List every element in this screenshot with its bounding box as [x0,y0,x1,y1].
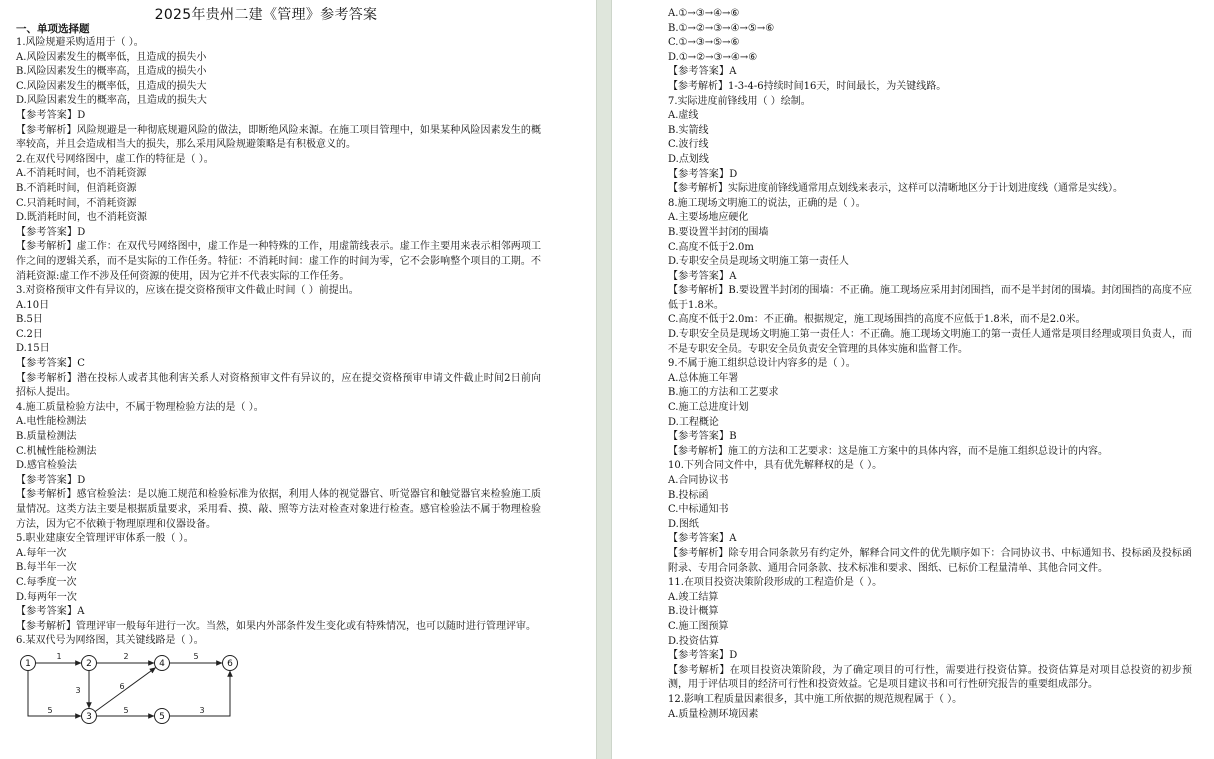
explanation-line: C.高度不低于2.0m：不正确。根据规定，施工现场围挡的高度不应低于1.8米，而不是2.0米。 [668,314,1086,326]
option: D.既消耗时间，也不消耗资源 [16,212,147,224]
option: A.竣工结算 [668,591,719,603]
answer-line: 【参考答案】C [16,358,86,370]
network-edge-duration: 6 [119,681,125,691]
network-node-label: 1 [25,658,31,669]
option: D.专职安全员是现场文明施工第一责任人 [668,256,849,268]
answer-line: 【参考答案】A [668,533,737,545]
option: C.每季度一次 [16,576,77,588]
question-stem: 3.对资格预审文件有异议的，应该在提交资格预审文件截止时间（ ）前提出。 [16,285,359,297]
explanation: 【参考解析】1-3-4-6持续时间16天，时间最长，为关键线路。 [668,80,947,92]
option: B.不消耗时间，但消耗资源 [16,182,137,194]
explanation: 【参考解析】感官检验法：是以施工规范和检验标准为依据，利用人体的视觉器官、听觉器官和触觉器官来检验施工质量情况。这类方法主要是根据质量要求，采用看、摸、敲、照等方法对检查对象进行检查。感官检验法不属于物理检验方法，因为它不依赖于物理原理和仪器设备。 [16,489,542,530]
option: A.总体施工年署 [668,372,739,384]
question-stem: 9.不属于施工组织总设计内容多的是（ ）。 [668,358,856,370]
answer-line: 【参考答案】D [668,168,738,180]
option: B.设计概算 [668,606,719,618]
question-stem: 7.实际进度前锋线用（ ）绘制。 [668,95,811,107]
question-stem: 2.在双代号网络图中，虚工作的特征是（ ）。 [16,153,214,165]
option: A.不消耗时间，也不消耗资源 [16,168,147,180]
question-stem: 12.影响工程质量因素很多，其中施工所依据的规范规程属于（ ）。 [668,693,963,705]
network-node-label: 5 [159,711,165,722]
option: C.中标通知书 [668,504,729,516]
answer-line: 【参考答案】D [16,109,86,121]
explanation: 【参考解析】管理评审一般每年进行一次。当然，如果内外部条件发生变化或有特殊情况，也可以随时进行管理评审。 [16,620,536,632]
option: A.主要场地应硬化 [668,212,749,224]
network-edge-1-3 [28,670,82,716]
explanation: 【参考解析】实际进度前锋线通常用点划线来表示，这样可以清晰地区分于计划进度线（通常是实线）。 [668,183,1123,195]
network-edge-duration: 3 [199,705,205,715]
question-stem: 8.施工现场文明施工的说法，正确的是（ ）。 [668,197,866,209]
page-gutter [596,0,612,759]
option: B.质量检测法 [16,431,77,443]
answer-line: 【参考答案】D [16,474,86,486]
option: A.每年一次 [16,547,67,559]
network-edge-duration: 5 [123,705,129,715]
option: C.机械性能检测法 [16,445,97,457]
option: D.点划线 [668,153,709,165]
option: B.投标函 [668,489,709,501]
option: D.每两年一次 [16,591,77,603]
option: B.①→②→③→④→⑤→⑥ [668,22,775,34]
option: B.实箭线 [668,124,709,136]
explanation: 【参考解析】在项目投资决策阶段，为了确定项目的可行性，需要进行投资估算。投资估算是对项目总投资的初步预测，用于评估项目的经济可行性和投资效益。它是项目建议书和可行性研究报告的重要组成部分。 [668,664,1193,691]
option: D.感官检验法 [16,460,77,472]
question-stem: 1.风险规避采购适用于（ ）。 [16,37,144,48]
option: A.①→③→④→⑥ [668,8,740,19]
answer-line: 【参考答案】A [16,606,85,618]
question-stem: 4.施工质量检验方法中，不属于物理检验方法的是（ ）。 [16,401,264,413]
explanation: 【参考解析】B.要设置半封闭的围墙：不正确。施工现场应采用封闭围挡，而不是半封闭的围墙。封闭围挡的高度不应低于1.8米。 [668,285,1193,311]
document-page-left [0,0,596,759]
explanation: 【参考解析】风险规避是一种彻底规避风险的做法，即断绝风险来源。在施工项目管理中，如果某种风险因素发生的概率较高，并且会造成相当大的损失，那么采用风险规避策略是有积极意义的。 [16,124,542,151]
document-page-right [612,0,1214,759]
option: B.施工的方法和工艺要求 [668,387,779,399]
network-edge-duration: 5 [193,652,199,661]
option: B.风险因素发生的概率高，且造成的损失小 [16,66,207,78]
network-edge-duration: 2 [123,652,129,661]
answer-line: 【参考答案】A [668,270,737,282]
answer-line: 【参考答案】B [668,431,737,443]
network-node-label: 2 [86,658,92,669]
option: B.5日 [16,314,43,326]
option: D.风险因素发生的概率高，且造成的损失大 [16,95,207,107]
option: C.2日 [16,328,43,340]
option: A.风险因素发生的概率低，且造成的损失小 [16,51,207,63]
option: A.电性能检测法 [16,416,87,428]
option: D.工程概论 [668,416,719,428]
option: A.10日 [16,299,50,311]
network-edge-duration: 1 [56,652,62,661]
network-node-label: 4 [159,658,165,669]
option: D.①→②→③→④→⑥ [668,51,758,63]
option: A.虚线 [668,110,699,122]
answer-line: 【参考答案】D [16,226,86,238]
network-edge-duration: 5 [47,705,53,715]
option: B.要设置半封闭的围墙 [668,226,769,238]
explanation: 【参考解析】虚工作：在双代号网络图中，虚工作是一种特殊的工作，用虚箭线表示。虚工作主要用来表示相邻两项工作之间的逻辑关系，而不是实际的工作任务。特征：不消耗时间：虚工作的时间为零，它不会影响整个项目的工期。不消耗资源:虚工作不涉及任何资源的使用，因为它并不代表实际的工作任务。 [16,241,542,282]
option: C.波行线 [668,139,709,151]
explanation: 【参考解析】施工的方法和工艺要求：这是施工方案中的具体内容，而不是施工组织总设计的内容。 [668,445,1108,457]
option: C.只消耗时间，不消耗资源 [16,197,137,209]
network-diagram [16,653,256,729]
network-edge-duration: 3 [75,685,81,695]
document-title: 2025年贵州二建《管理》参考答案 [154,7,378,23]
option: D.15日 [16,343,50,355]
question-stem: 6.某双代号为网络图，其关键线路是（ ）。 [16,635,204,647]
network-node-label: 3 [86,711,92,722]
explanation-line: D.专职安全员是现场文明施工第一责任人：不正确。施工现场文明施工的第一责任人通常是项目经理或项目负责人，而不是专职安全员。专职安全员负责安全管理的具体实施和监督工作。 [668,329,1192,355]
option: C.施工图预算 [668,620,729,632]
option: D.投资估算 [668,635,719,647]
section-heading: 一、单项选择题 [16,23,90,35]
option: C.风险因素发生的概率低，且造成的损失大 [16,80,207,92]
question-stem: 10.下列合同文件中，具有优先解释权的是（ ）。 [668,460,883,472]
option: C.施工总进度计划 [668,402,749,414]
question-stem: 11.在项目投资决策阶段形成的工程造价是（ ）。 [668,577,883,589]
explanation: 【参考解析】除专用合同条款另有约定外，解释合同文件的优先顺序如下：合同协议书、中标通知书、投标函及投标函附录、专用合同条款、通用合同条款、技术标准和要求、图纸、已标价工程量清单、其他合同文件。 [668,547,1193,574]
option: A.质量检测环境因素 [668,708,759,720]
option: B.每半年一次 [16,562,77,574]
answer-line: 【参考答案】D [668,650,738,662]
explanation: 【参考解析】潜在投标人或者其他利害关系人对资格预审文件有异议的，应在提交资格预审申请文件截止时间2日前向招标人提出。 [16,372,541,399]
option: D.图纸 [668,518,699,530]
option: C.高度不低于2.0m [668,241,754,253]
network-node-label: 6 [227,658,233,669]
answer-line: 【参考答案】A [668,66,737,78]
option: C.①→③→⑤→⑥ [668,37,740,49]
question-stem: 5.职业建康安全管理评审体系一般（ ）。 [16,533,194,545]
option: A.合同协议书 [668,475,729,486]
network-edge-3-4 [95,667,156,711]
